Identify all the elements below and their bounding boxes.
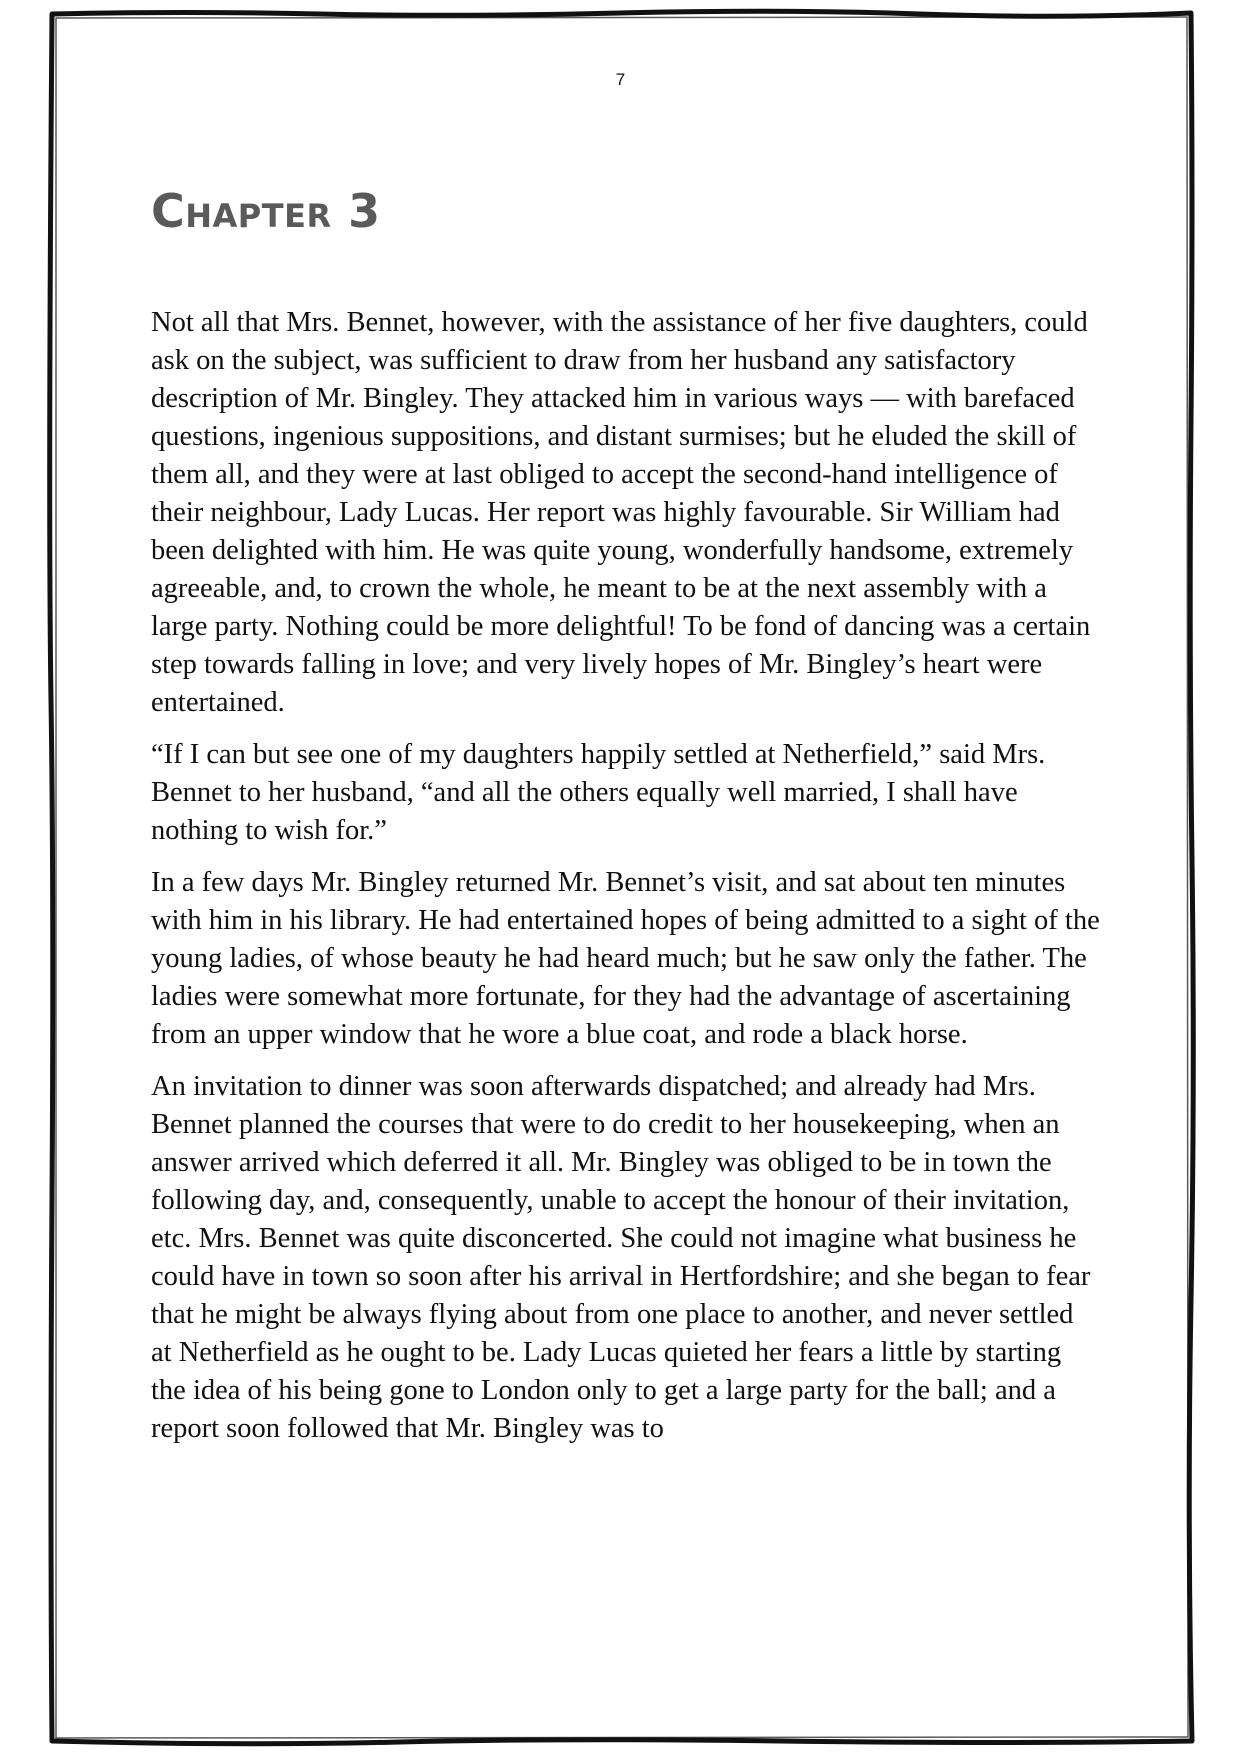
paragraph: An invitation to dinner was soon afterwards dispatched; and already had Mrs. Bennet planned the courses that were to do credit to her housekeeping, when an answer arrived which deferred it all. Mr. Bingley was obliged to be in town the following day, and, consequently, unable to accept the honour of their invitation, etc. Mrs. Bennet was quite disconcerted. She could not imagine what business he could have in town so soon after his arrival in Hertfordshire; and she began to fear that he might be always flying about from one place to another, and never settled at Netherfield as he ought to be. Lady Lucas quieted her fears a little by starting the idea of his being gone to London only to get a large party for the ball; and a report soon followed that Mr. Bingley was to — [151, 1071, 1091, 1444]
chapter-body — [151, 304, 1101, 1462]
paragraph: Not all that Mrs. Bennet, however, with the assistance of her five daughters, could ask on the subject, was sufficient to draw from her husband any satisfactory description of Mr. Bingley. They attacked him in various ways — with barefaced questions, ingenious suppositions, and distant surmises; but he eluded the skill of them all, and they were at last obliged to accept the second-hand intelligence of their neighbour, Lady Lucas. Her report was highly favourable. Sir William had been delighted with him. He was quite young, wonderfully handsome, extremely agreeable, and, to crown the whole, he meant to be at the next assembly with a large party. Nothing could be more delightful! To be fond of dancing was a certain step towards falling in love; and very lively hopes of Mr. Bingley’s heart were entertained. — [151, 307, 1091, 718]
paragraph: “If I can but see one of my daughters happily settled at Netherfield,” said Mrs. Bennet to her husband, “and all the others equally well married, I shall have nothing to wish for.” — [151, 739, 1046, 846]
chapter-title: Chapter 3 — [151, 184, 381, 238]
paragraph: In a few days Mr. Bingley returned Mr. Bennet’s visit, and sat about ten minutes with him in his library. He had entertained hopes of being admitted to a sight of the young ladies, of whose beauty he had heard much; but he saw only the father. The ladies were somewhat more fortunate, for they had the advantage of ascertaining from an upper window that he wore a blue coat, and rode a black horse. — [151, 867, 1100, 1050]
page-number: 7 — [615, 70, 626, 89]
